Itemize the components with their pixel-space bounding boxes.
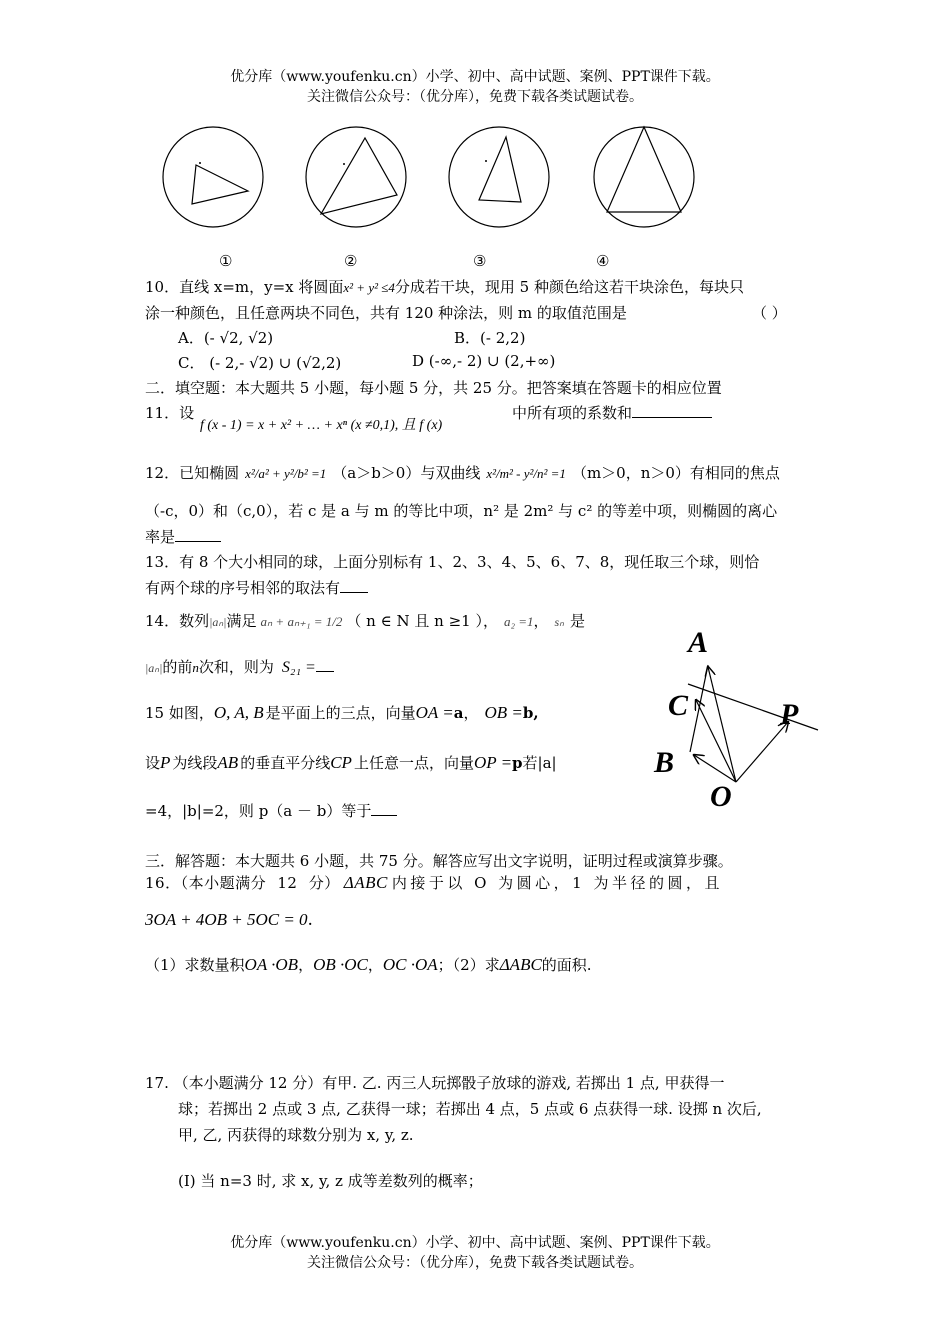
figure-label-4: ④ [596,252,610,270]
q15-line-2-b: 为线段 [172,754,218,772]
vector-oa [708,667,736,782]
point-a-label: A [688,626,709,659]
q15-prefix: 15 如图， [145,704,214,722]
q15-line-2-d: 上任意一点，向量 [353,754,474,772]
q16-dot-3: OC ·OA [382,955,438,974]
q16-line-1 [145,872,723,893]
point-c-label: C [668,689,689,722]
q14-n: n [192,660,199,675]
q14-a2: a₂ =1 [503,614,534,629]
q15-vector-b: b, [522,704,539,722]
q11-answer-blank [632,403,712,418]
q10-rest: 分成若干块，现用 5 种颜色给这若干块涂色，每块只 [394,278,744,296]
q14-line-2-b: 次和，则为 [198,658,274,676]
q14-s21: S₂₁ = [281,659,316,676]
q11-formula: f (x - 1) = x + x² + … + xⁿ (x ≠0,1), 且 f (x) [200,418,443,433]
q17-part-1: (Ⅰ) 当 n=3 时, 求 x, y, z 成等差数列的概率； [178,1172,483,1190]
q15-line-2 [145,752,557,773]
q12-hyperbola: x²/m² - y²/n² =1 [486,466,566,481]
q17-line-1: 17. （本小题满分 12 分）有甲. 乙. 丙三人玩掷骰子放球的游戏, 若掷出 1 点, 甲获得一 [145,1074,725,1092]
q15-line-2-e: 若|a| [522,754,557,772]
q12-answer-blank [175,527,221,542]
q16-dot-1: OA ·OB [244,955,299,974]
q14-recurrence: aₙ + aₙ₊₁ = 1/2 [260,614,343,629]
q15-ob: OB = [484,703,523,722]
q11-prefix: 11．设 [145,404,195,422]
q15-line-2-a: 设 [145,754,161,772]
q16-triangle: ΔABC [343,873,388,892]
q14-an: |aₙ| [209,615,227,629]
point-b-label: B [654,746,675,779]
q10-prefix: 10．直线 x=m，y=x 将圆面 [145,278,344,296]
figure-1 [163,127,263,227]
q14-text-2: 是 [569,612,585,630]
figure-label-3: ③ [473,252,487,270]
q10-inequality: x² + y² ≤4 [343,280,395,295]
figure-2 [306,127,406,227]
q15-line-3-text: =4，|b|=2，则 p（a － b）等于 [145,802,372,820]
vector-op [736,722,788,782]
point-p-label: P [780,698,799,731]
q16-comma-1: ， [298,956,314,974]
q12-cond-2: （m＞0，n＞0）有相同的焦点 [571,464,780,482]
q15-oab: O, A, B [213,703,264,722]
q16-dot-2: OB ·OC [313,955,368,974]
figure-4 [594,127,694,227]
q15-sep: ， [463,704,479,722]
q13-answer-blank [340,578,368,593]
q12-line-3-text: 率是 [145,528,176,546]
q13-line-2-text: 有两个球的序号相邻的取法有 [145,579,341,597]
q12-line-1 [145,462,780,483]
q16-eq-dot: . [307,910,313,930]
q14-sn: sₙ [554,615,564,629]
q10-option-c: C． (- 2,- √2) ∪ (√2,2) [178,354,342,372]
q10-option-d: D (-∞,- 2) ∪ (2,+∞) [412,352,556,370]
point-o-label: O [710,780,732,813]
q10-option-b: B．(- 2,2) [454,329,526,347]
q16-line-1-b: 内接于以 O 为圆心，1 为半径的圆，且 [391,874,723,892]
q12-line-2: （-c，0）和（c,0），若 c 是 a 与 m 的等比中项，n² 是 2m² 与 c² 的等差中项，则椭圆的离心 [145,502,778,520]
q13-line-2 [145,577,368,598]
q17-line-2: 球；若掷出 2 点或 3 点, 乙获得一球；若掷出 4 点，5 点或 6 点获得一球. 设掷 n 次后, [178,1100,762,1118]
q14-prefix: 14．数列 [145,612,210,630]
q16-end: 的面积. [541,956,592,974]
figure-label-2: ② [344,252,358,270]
header-line-2: 关注微信公众号：（优分库），免费下载各类试题试卷。 [307,89,643,105]
q15-line-3 [145,800,397,821]
q14-answer-blank [316,657,334,672]
q14-sep: ， [533,612,549,630]
q14-line-2-an: |aₙ| [145,661,163,675]
q15-vector-p: p [512,754,523,772]
q17-line-3: 甲, 乙, 丙获得的球数分别为 x, y, z. [178,1126,414,1144]
q11-rest [512,402,712,423]
q10-option-a: A．(- √2, √2) [178,329,274,347]
q12-ellipse: x²/a² + y²/b² =1 [245,466,327,481]
q14-condition: （ n ∈ N 且 n ≥1 ）， [346,612,498,630]
q15-op: OP = [473,753,513,772]
q15-line-1 [145,702,539,723]
q16-parts [145,954,592,975]
segment-ab [690,665,708,752]
footer-line-1: 优分库（www.youfenku.cn）小学、初中、高中试题、案例、PPT课件下载。 [230,1235,720,1251]
q14-text-1: 满足 [226,612,257,630]
q15-oa: OA = [415,703,454,722]
q16-line-1-a: 16．（本小题满分 12 分） [145,874,340,892]
q11-rest-text: 中所有项的系数和 [512,404,633,422]
q14-line-2 [145,656,334,677]
q16-triangle-2: ΔABC [499,955,542,974]
q15-vector-figure [648,622,828,814]
q16-comma-2: ， [367,956,383,974]
q15-line-2-c: 的垂直平分线 [240,754,331,772]
section-3-heading: 三．解答题：本大题共 6 小题，共 75 分。解答应写出文字说明，证明过程或演算步骤。 [145,852,733,870]
q12-line-3 [145,526,221,547]
q16-part-2: ；（2）求 [437,956,500,974]
q15-ab: AB [217,753,239,772]
q16-equation: 3OA + 4OB + 5OC = 0 [145,910,308,929]
inscribed-triangle-figures [150,120,710,230]
q16-equation-line [145,910,313,930]
q12-cond-1: （a＞b＞0）与双曲线 [332,464,481,482]
figure-3 [449,127,549,227]
q16-part-1: （1）求数量积 [145,956,245,974]
q15-vector-a: a [453,704,464,722]
q10-line-1 [145,276,744,297]
q15-cp: CP [330,753,352,772]
q10-answer-paren: （ ） [752,304,787,322]
footer-line-2: 关注微信公众号：（优分库），免费下载各类试题试卷。 [307,1255,643,1271]
figure-label-1: ① [219,252,233,270]
q12-prefix: 12．已知椭圆 [145,464,240,482]
q13-line-1: 13．有 8 个大小相同的球，上面分别标有 1、2、3、4、5、6、7、8，现任取三个球，则恰 [145,553,760,571]
q15-p: P [160,753,171,772]
q14-line-1 [145,610,585,631]
header-line-1: 优分库（www.youfenku.cn）小学、初中、高中试题、案例、PPT课件下载。 [230,69,720,85]
section-2-heading: 二．填空题：本大题共 5 小题，每小题 5 分，共 25 分。把答案填在答题卡的相应位置 [145,379,722,397]
q15-answer-blank [371,801,397,816]
q14-line-2-a: 的前 [162,658,193,676]
q15-text-1: 是平面上的三点，向量 [265,704,416,722]
q10-line-2: 涂一种颜色，且任意两块不同色，共有 120 种涂法，则 m 的取值范围是 [145,304,627,322]
